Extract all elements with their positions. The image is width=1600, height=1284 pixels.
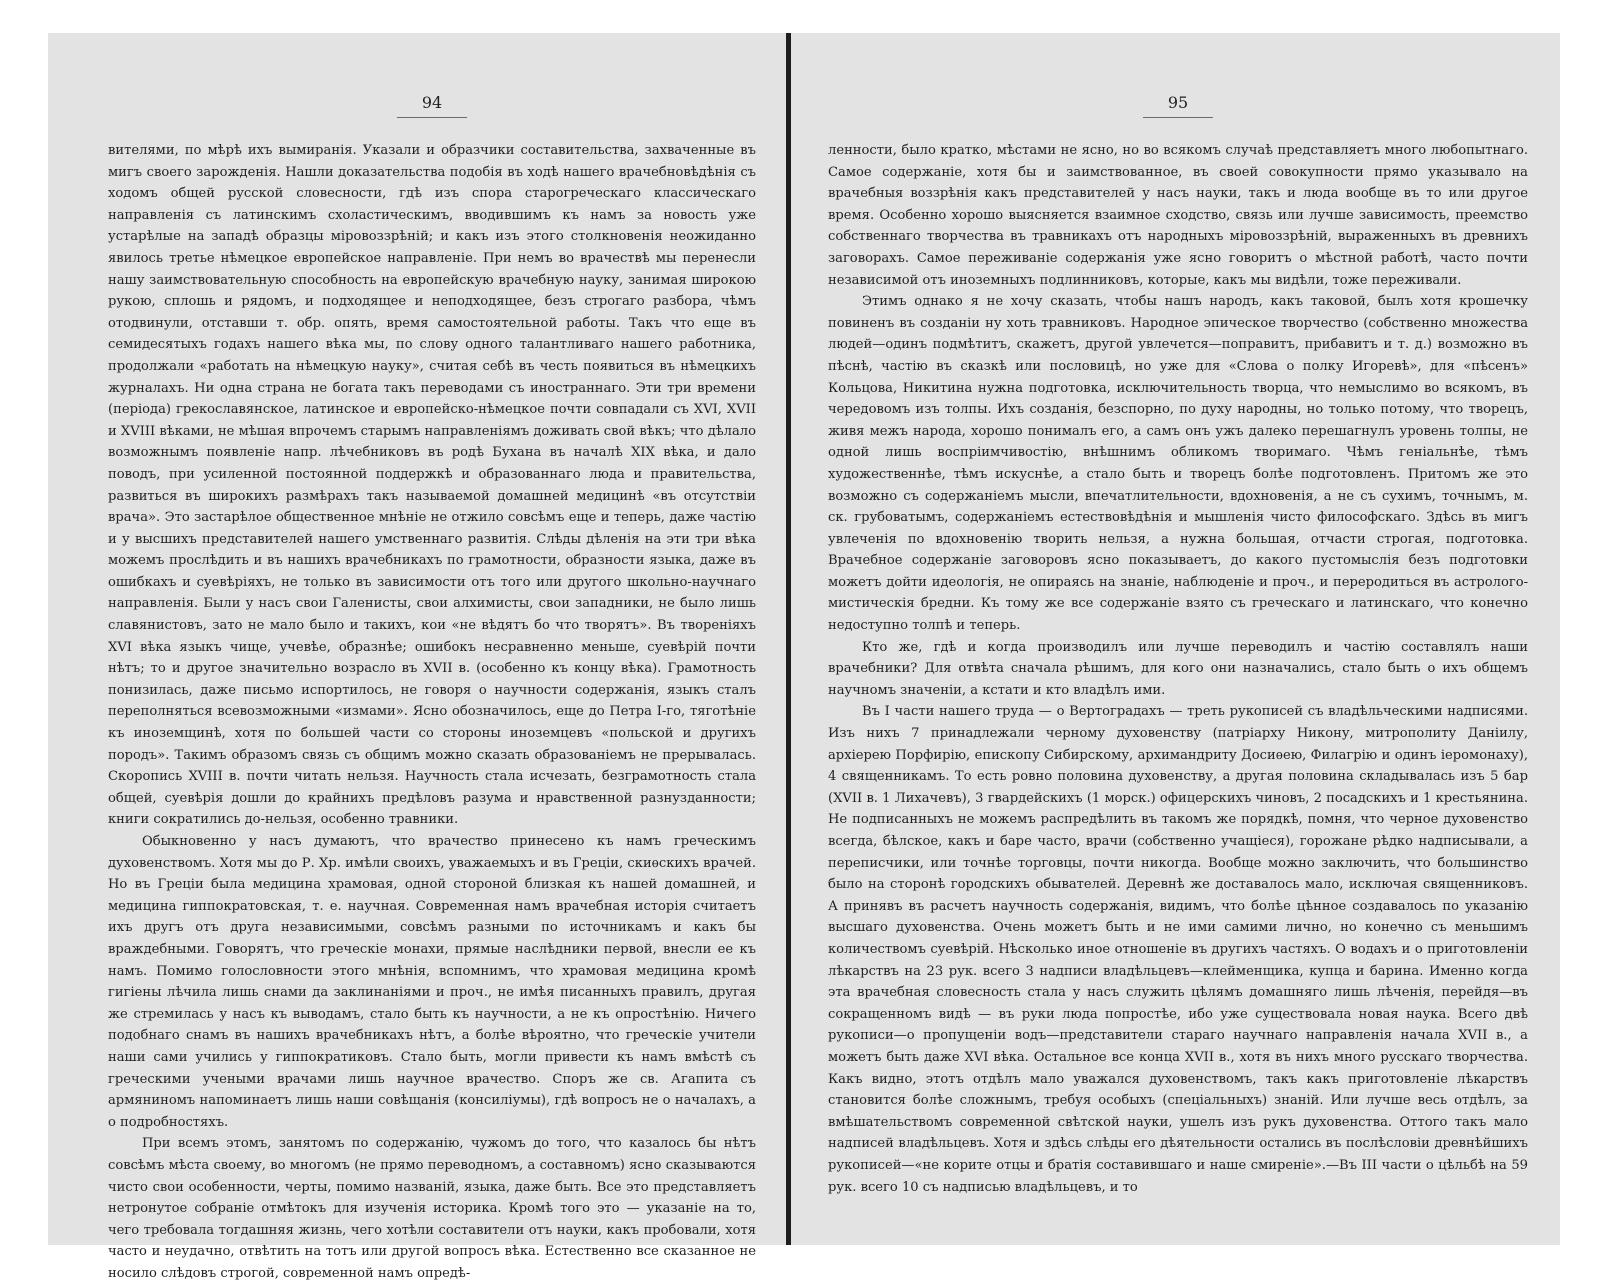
right-paragraph-3: Кто же, гдѣ и когда производилъ или лучше переводилъ и частію составлялъ наши врачебники? Для отвѣта сначала рѣшимъ, для кого они назначались, стало быть о ихъ общемъ научномъ значеніи, а кстати и кто владѣлъ ими. xyxy=(828,639,1528,698)
book-spread xyxy=(48,33,1560,1281)
right-paragraph-2: Этимъ однако я не хочу сказать, чтобы нашъ народъ, какъ таковой, былъ хотя крошечку повиненъ въ созданіи ну хоть травниковъ. Народное эпическое творчество (собственно множества людей—одинъ подмѣтитъ, скажетъ, другой увлечется—поправитъ, прибавитъ и т. д.) возможно въ пѣснѣ, частію въ сказкѣ или пословицѣ, но уже для «Слова о полку Игоревѣ», для «пѣсенъ» Кольцова, Никитина нужна подготовка, исключительность творца, что немыслимо во всякомъ, въ чередовомъ изъ толпы. Ихъ созданія, безспорно, по духу народны, но только потому, что творецъ, живя межъ народа, хорошо понималъ его, а самъ онъ ужъ далеко перешагнулъ уровень толпы, не одной лишь воспріимчивостію, внѣшнимъ обликомъ творимаго. Чѣмъ геніальнѣе, тѣмъ художественнѣе, тѣмъ искуснѣе, а стало быть и творецъ болѣе подготовленъ. Притомъ же это возможно съ содержаніемъ мысли, впечатлительности, вдохновенія, а не съ сухимъ, точнымъ, м. ск. грубоватымъ, содержаніемъ естествовѣдѣнія и мышленія чисто философскаго. Здѣсь въ мигъ увлеченія по вдохновенію творить нельзя, а нужна большая, отчасти строгая, подготовка. Врачебное содержаніе заговоровъ ясно показываетъ, до какого пустомыслія безъ подготовки можетъ дойти идеологія, не опираясь на знаніе, наблюденіе и проч., и переродиться въ астролого-мистическія бредни. Къ тому же все содержаніе взято съ греческаго и латинскаго, что конечно недоступно толпѣ и теперь. xyxy=(828,294,1528,634)
left-page xyxy=(48,33,786,1281)
left-page-number: 94 xyxy=(421,93,443,112)
left-paragraph-2: Обыкновенно у насъ думаютъ, что врачество принесено къ намъ греческимъ духовенствомъ. Хотя мы до Р. Хр. имѣли своихъ, уважаемыхъ и въ Греціи, скиѳскихъ врачей. Но въ Греціи была медицина храмовая, одной стороной близкая къ нашей домашней, и медицина гиппократовская, т. е. научная. Современная намъ врачебная исторія считаетъ ихъ другъ отъ друга независимыми, совсѣмъ разными по источникамъ и какъ бы враждебными. Говорятъ, что греческіе монахи, прямые наслѣдники первой, внесли ее къ намъ. Помимо голословности этого мнѣнія, вспомнимъ, что храмовая медицина кромѣ гигіены лѣчила лишь снами да заклинаніями и проч., не имѣя писанныхъ правилъ, другая же стремилась у насъ къ выводамъ, стало быть къ научности, а не къ опростѣнію. Ничего подобнаго снамъ въ нашихъ врачебникахъ нѣтъ, а болѣе вѣроятно, что греческіе учители наши сами учились у гиппократиковъ. Стало быть, могли привести къ намъ вмѣстѣ съ греческими учеными врачами лишь научное врачество. Споръ же св. Агапита съ армяниномъ напоминаетъ лишь наши совѣщанія (консиліумы), гдѣ вопросъ не о началахъ, а о подробностяхъ. xyxy=(108,834,756,1130)
left-paragraph-1: вителями, по мѣрѣ ихъ вымиранія. Указали и образчики составительства, захваченные въ мигъ своего зарожденія. Нашли доказательства подобія въ ходѣ нашего врачебновѣдѣнія съ ходомъ общей русской словесности, гдѣ изъ спора старогреческаго классическаго направленія съ латинскимъ схоластическимъ, вводившимъ къ намъ за новость уже устарѣлые на западѣ образцы міровоззрѣній; и какъ изъ этого столкновенія неожиданно явилось третье нѣмецкое европейское направленіе. При немъ во врачествѣ мы перенесли нашу заимствовательную способность на европейскую врачебную науку, занимая широкою рукою, сплошь и рядомъ, и подходящее и неподходящее, безъ строгаго разбора, чѣмъ отодвинули, отставши т. обр. опять, время самостоятельной работы. Такъ что еще въ семидесятыхъ годахъ нашего вѣка мы, по слову одного талантливаго нашего работника, продолжали «работать на нѣмецкую науку», считая себѣ въ честь появиться въ нѣмецкихъ журналахъ. Ни одна страна не богата такъ переводами съ иностраннаго. Эти три времени (періода) грекославянское, латинское и европейско-нѣмецкое почти совпадали съ XVI, XVII и XVIII вѣками, не мѣшая впрочемъ старымъ направленіямъ доживать свой вѣкъ; что дѣлало возможнымъ появленіе напр. лѣчебниковъ въ родѣ Бухана въ началѣ XIX вѣка, и дало поводъ, при усиленной постоянной поддержкѣ и образованнаго люда и правительства, развиться въ широкихъ размѣрахъ такъ называемой домашней медицинѣ «въ отсутствіи врача». Это застарѣлое общественное мнѣніе не отжило совсѣмъ еще и теперь, даже частію и у высшихъ представителей нашего умственнаго развитія. Слѣды дѣленія на эти три вѣка можемъ прослѣдить и въ нашихъ врачебникахъ по грамотности, образности языка, даже въ ошибкахъ и суевѣріяхъ, не только въ зависимости отъ того или другого школьно-научнаго направленія. Были у насъ свои Галенисты, свои алхимисты, свои западники, не было лишь славянистовъ, зато не мало было и такихъ, кои «не вѣдятъ бо что творятъ». Въ твореніяхъ XVI вѣка языкъ чище, учевѣе, образнѣе; ошибокъ несравненно меньше, суевѣрій почти нѣтъ; то и другое значительно возрасло въ XVII в. (особенно къ концу вѣка). Грамотность понизилась, даже письмо испортилось, не говоря о научности содержанія, языкъ сталъ переполняться всевозможными «измами». Ясно обозначилось, еще до Петра І-го, тяготѣніе къ иноземщинѣ, хотя по большей части со стороны иноземцевъ «польской и другихъ породъ». Такимъ образомъ связь съ общимъ можно сказать образованіемъ не прерывалась. Скоропись XVIII в. почти читать нельзя. Научность стала исчезать, безграмотность стала общей, суевѣрія дошли до крайнихъ предѣловъ разума и нравственной разнузданности; книги сократились до-нельзя, особенно травники. xyxy=(108,143,756,828)
left-paragraph-3: При всемъ этомъ, занятомъ по содержанію, чужомъ до того, что казалось бы нѣтъ совсѣмъ мѣста своему, во многомъ (не прямо переводномъ, а составномъ) ясно сказываются чисто свои особенности, черты, помимо названій, языка, даже быть. Все это представляетъ нетронутое собраніе отмѣтокъ для изученія историка. Кромѣ того это — указаніе на то, чего требовала тогдашняя жизнь, чего хотѣли составители отъ науки, какъ пробовали, хотя часто и неудачно, отвѣтить на тотъ или другой вопросъ вѣка. Естественно все сказанное не носило слѣдовъ строгой, современной намъ опредѣ- xyxy=(108,1136,756,1281)
right-paragraph-4: Въ І части нашего труда — о Вертоградахъ — треть рукописей съ владѣльческими надписями. Изъ нихъ 7 принадлежали черному духовенству (патріарху Никону, митрополиту Даніилу, архіерею Порфирію, епископу Сибирскому, архимандриту Досиѳею, Филагрію и одинъ іеромонаху), 4 священникамъ. То есть ровно половина духовенству, а другая половина складывалась изъ 5 бар (XVII в. 1 Лихачевъ), 3 гвардейскихъ (1 морск.) офицерскихъ чиновъ, 2 посадскихъ и 1 крестьянина. Не подписанныхъ не можемъ распредѣлить въ такомъ же порядкѣ, помня, что черное духовенство всегда, бѣлское, какъ и баре часто, врачи (собственно учащіеся), горожане рѣдко надписывали, а переписчики, или точнѣе торговцы, почти никогда. Вообще можно заключить, что большинство было на сторонѣ городскихъ обывателей. Деревнѣ же доставалось мало, исключая священниковъ. А принявъ въ расчетъ научность содержанія, видимъ, что болѣе цѣнное создавалось по указанію высшаго духовенства. Очень можетъ быть и не ими самими лично, но конечно съ меньшимъ количествомъ суевѣрій. Нѣсколько иное отношеніе въ другихъ частяхъ. О водахъ и о приготовленіи лѣкарствъ на 23 рук. всего 3 надписи владѣльцевъ—клейменщика, купца и барина. Именно когда эта врачебная словесность стала у насъ служить цѣлямъ домашняго лишь лѣченія, перейдя—въ сокращенномъ видѣ — въ руки люда попростѣе, ибо уже существовала новая наука. Всего двѣ рукописи—о пропущеніи водъ—представители стараго научнаго направленія начала XVII в., а можетъ быть даже XVI вѣка. Остальное все конца XVII в., хотя въ нихъ много русскаго творчества. Какъ видно, этотъ отдѣлъ мало уважался духовенствомъ, такъ какъ приготовленіе лѣкарствъ становится болѣе сложнымъ, требуя особыхъ (спеціальныхъ) знаній. Или лучше весь отдѣлъ, за вмѣшательствомъ современной свѣтской науки, ушелъ изъ рукъ духовенства. Оттого такъ мало надписей владѣльцевъ. Хотя и здѣсь слѣды его дѣятельности остались въ послѣсловіи древнѣйшихъ рукописей—«не корите отцы и братія составившаго и наше смиреніе».—Въ III части о цѣльбѣ на 59 рук. всего 10 съ надписью владѣльцевъ, и то xyxy=(828,704,1528,1195)
left-page-text xyxy=(108,140,756,1284)
left-page-header-rule xyxy=(397,117,467,118)
right-page-number: 95 xyxy=(1167,93,1189,112)
right-paragraph-1: ленности, было кратко, мѣстами не ясно, но во всякомъ случаѣ представляетъ много любопытнаго. Самое содержаніе, хотя бы и заимствованное, въ своей совокупности прямо указывало на врачебныя воззрѣнія какъ представителей у насъ науки, такъ и люда вообще въ то или другое время. Особенно хорошо выясняется взаимное сходство, связь или лучше зависимость, преемство собственнаго творчества въ травникахъ отъ народныхъ міровоззрѣній, выраженныхъ въ древнихъ заговорахъ. Самое переживаніе содержанія уже ясно говоритъ о мѣстной работѣ, часто почти независимой отъ иноземныхъ подлинниковъ, которые, какъ мы видѣли, тоже переживали. xyxy=(828,143,1528,288)
right-page-header-rule xyxy=(1143,117,1213,118)
right-page xyxy=(790,33,1560,1245)
right-page-text xyxy=(828,140,1528,1198)
